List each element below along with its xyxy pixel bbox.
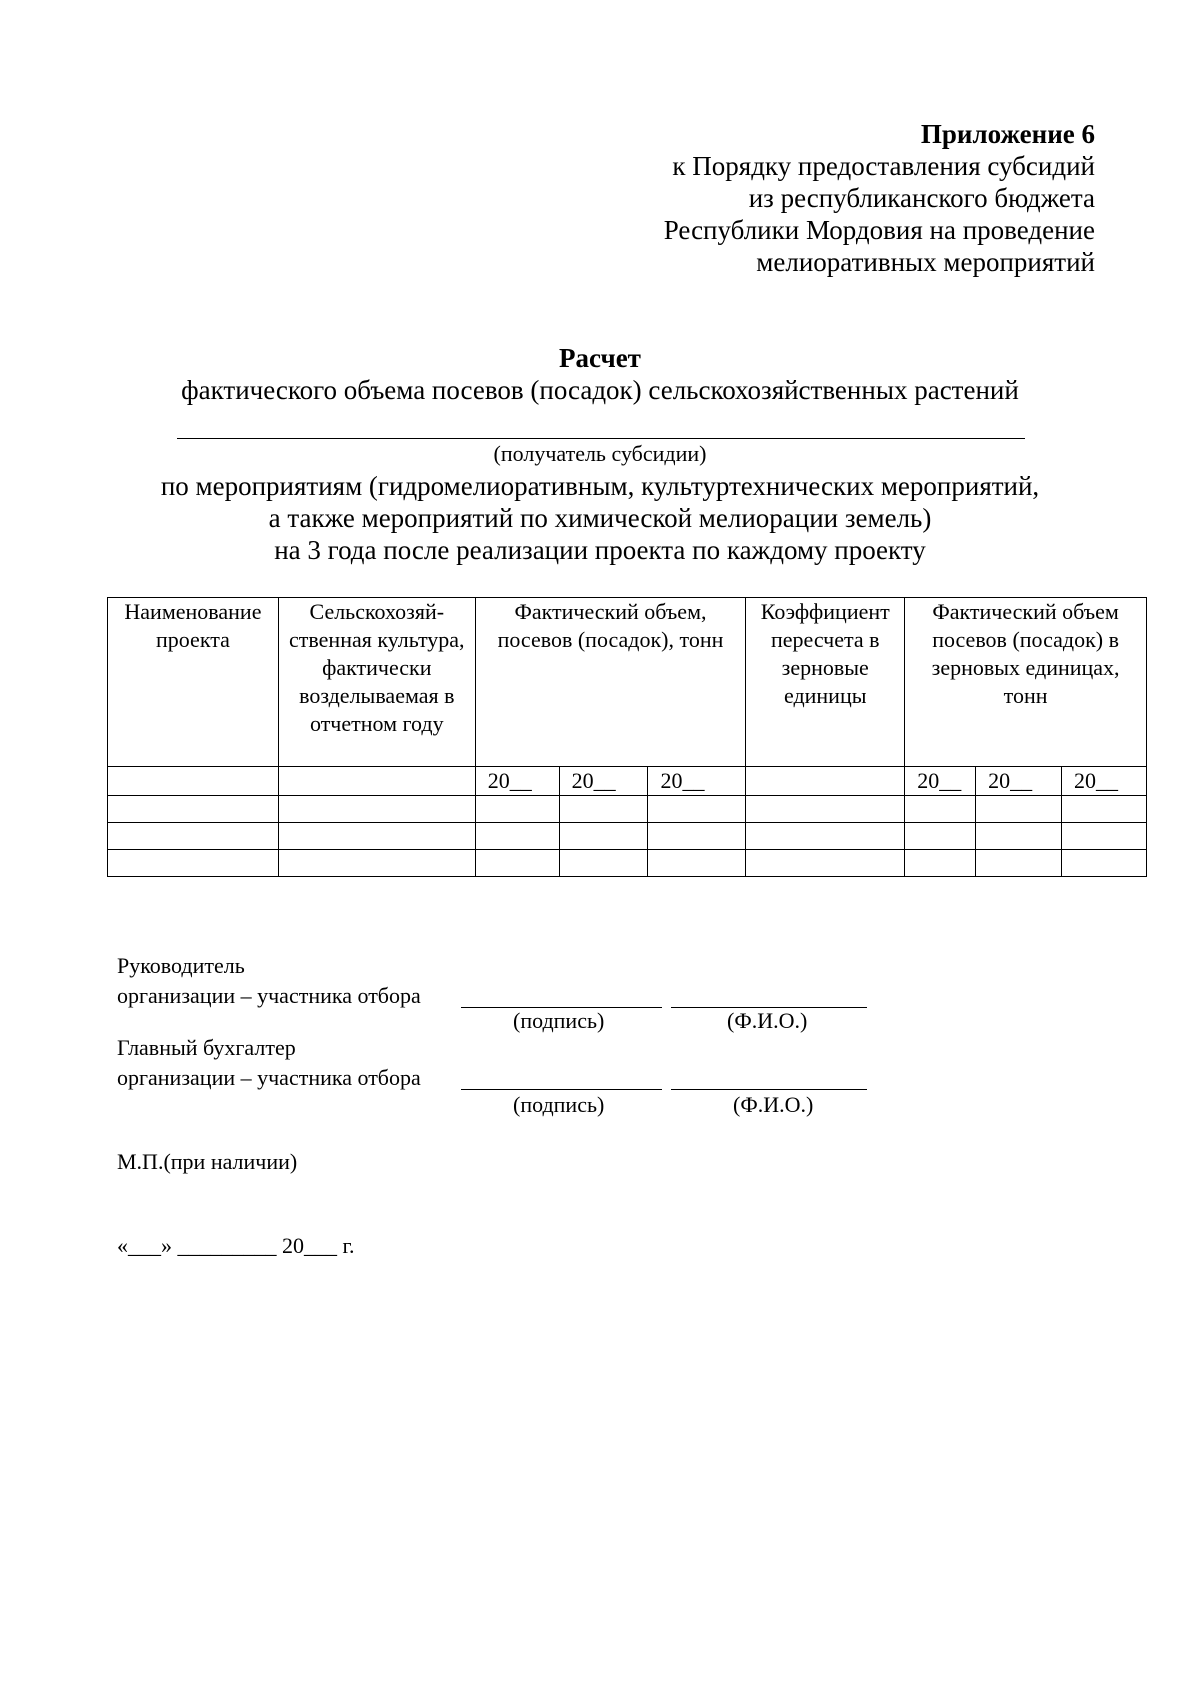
table-cell [278, 850, 475, 877]
header-volume-grain-units: Фактический объем посевов (посадок) в зерновых единицах, тонн [905, 598, 1147, 767]
table-cell [746, 850, 905, 877]
appendix-line: мелиоративных мероприятий [756, 247, 1095, 277]
table-cell [1062, 823, 1147, 850]
table-cell [648, 850, 746, 877]
head-name-caption: (Ф.И.О.) [727, 1008, 808, 1033]
description-line: по мероприятиям (гидромелиоративным, культуртехнических мероприятий, [160, 471, 1040, 501]
table-cell [475, 796, 559, 823]
description-line: а также мероприятий по химической мелиорации земель) [268, 503, 932, 533]
year-cell: 20__ [1062, 767, 1147, 796]
title-heading: Расчет [559, 343, 641, 373]
head-title: Руководитель [117, 953, 245, 978]
year-cell: 20__ [559, 767, 648, 796]
header-coefficient: Коэффициент пересчета в зерновые единицы [746, 598, 905, 767]
table-cell [475, 850, 559, 877]
year-cell: 20__ [475, 767, 559, 796]
title-description [100, 470, 1100, 566]
table-cell [648, 796, 746, 823]
recipient-underline [177, 438, 1025, 439]
appendix-heading: Приложение 6 [920, 119, 1095, 149]
table-cell [108, 767, 279, 796]
table-cell [976, 796, 1062, 823]
head-org: организации – участника отбора [117, 983, 421, 1008]
table-header-row [108, 598, 1147, 767]
accountant-title: Главный бухгалтер [117, 1035, 296, 1060]
table-cell [976, 850, 1062, 877]
seal-label: М.П.(при наличии) [117, 1149, 298, 1174]
table-cell [648, 823, 746, 850]
year-cell: 20__ [905, 767, 976, 796]
appendix-header [560, 118, 1095, 278]
table-cell [1062, 796, 1147, 823]
table-row [108, 823, 1147, 850]
table-cell [475, 823, 559, 850]
table-row [108, 850, 1147, 877]
head-signature-caption: (подпись) [513, 1008, 605, 1033]
year-cell: 20__ [648, 767, 746, 796]
appendix-line: из республиканского бюджета [748, 183, 1095, 213]
table-cell [278, 796, 475, 823]
description-line: на 3 года после реализации проекта по каждому проекту [274, 535, 926, 565]
table-cell [278, 767, 475, 796]
accountant-org: организации – участника отбора [117, 1065, 421, 1090]
appendix-line: к Порядку предоставления субсидий [672, 151, 1095, 181]
table-cell [108, 850, 279, 877]
table-cell [559, 850, 648, 877]
table-cell [1062, 850, 1147, 877]
table-cell [559, 796, 648, 823]
header-crop: Сельскохозяй-ственная культура, фактически возделываемая в отчетном году [278, 598, 475, 767]
table-cell [108, 823, 279, 850]
table-row [108, 796, 1147, 823]
document-title [100, 342, 1100, 406]
accountant-name-caption: (Ф.И.О.) [733, 1092, 814, 1117]
header-project-name: Наименование проекта [108, 598, 279, 767]
calculation-table [107, 597, 1147, 877]
table-cell [746, 767, 905, 796]
table-cell [559, 823, 648, 850]
table-cell [905, 850, 976, 877]
header-actual-volume: Фактический объем, посевов (посадок), тонн [475, 598, 746, 767]
recipient-caption: (получатель субсидии) [493, 441, 707, 466]
date-line: «___» _________ 20___ г. [117, 1233, 355, 1258]
table-cell [905, 823, 976, 850]
title-subtitle: фактического объема посевов (посадок) сельскохозяйственных растений [181, 375, 1019, 405]
year-cell: 20__ [976, 767, 1062, 796]
table-row [108, 767, 1147, 796]
accountant-signature-caption: (подпись) [513, 1092, 605, 1117]
table-cell [108, 796, 279, 823]
accountant-name-line [671, 1089, 867, 1090]
table-cell [905, 796, 976, 823]
table-cell [746, 796, 905, 823]
table-cell [746, 823, 905, 850]
appendix-line: Республики Мордовия на проведение [663, 215, 1095, 245]
accountant-signature-line [461, 1089, 662, 1090]
table-cell [278, 823, 475, 850]
table-cell [976, 823, 1062, 850]
